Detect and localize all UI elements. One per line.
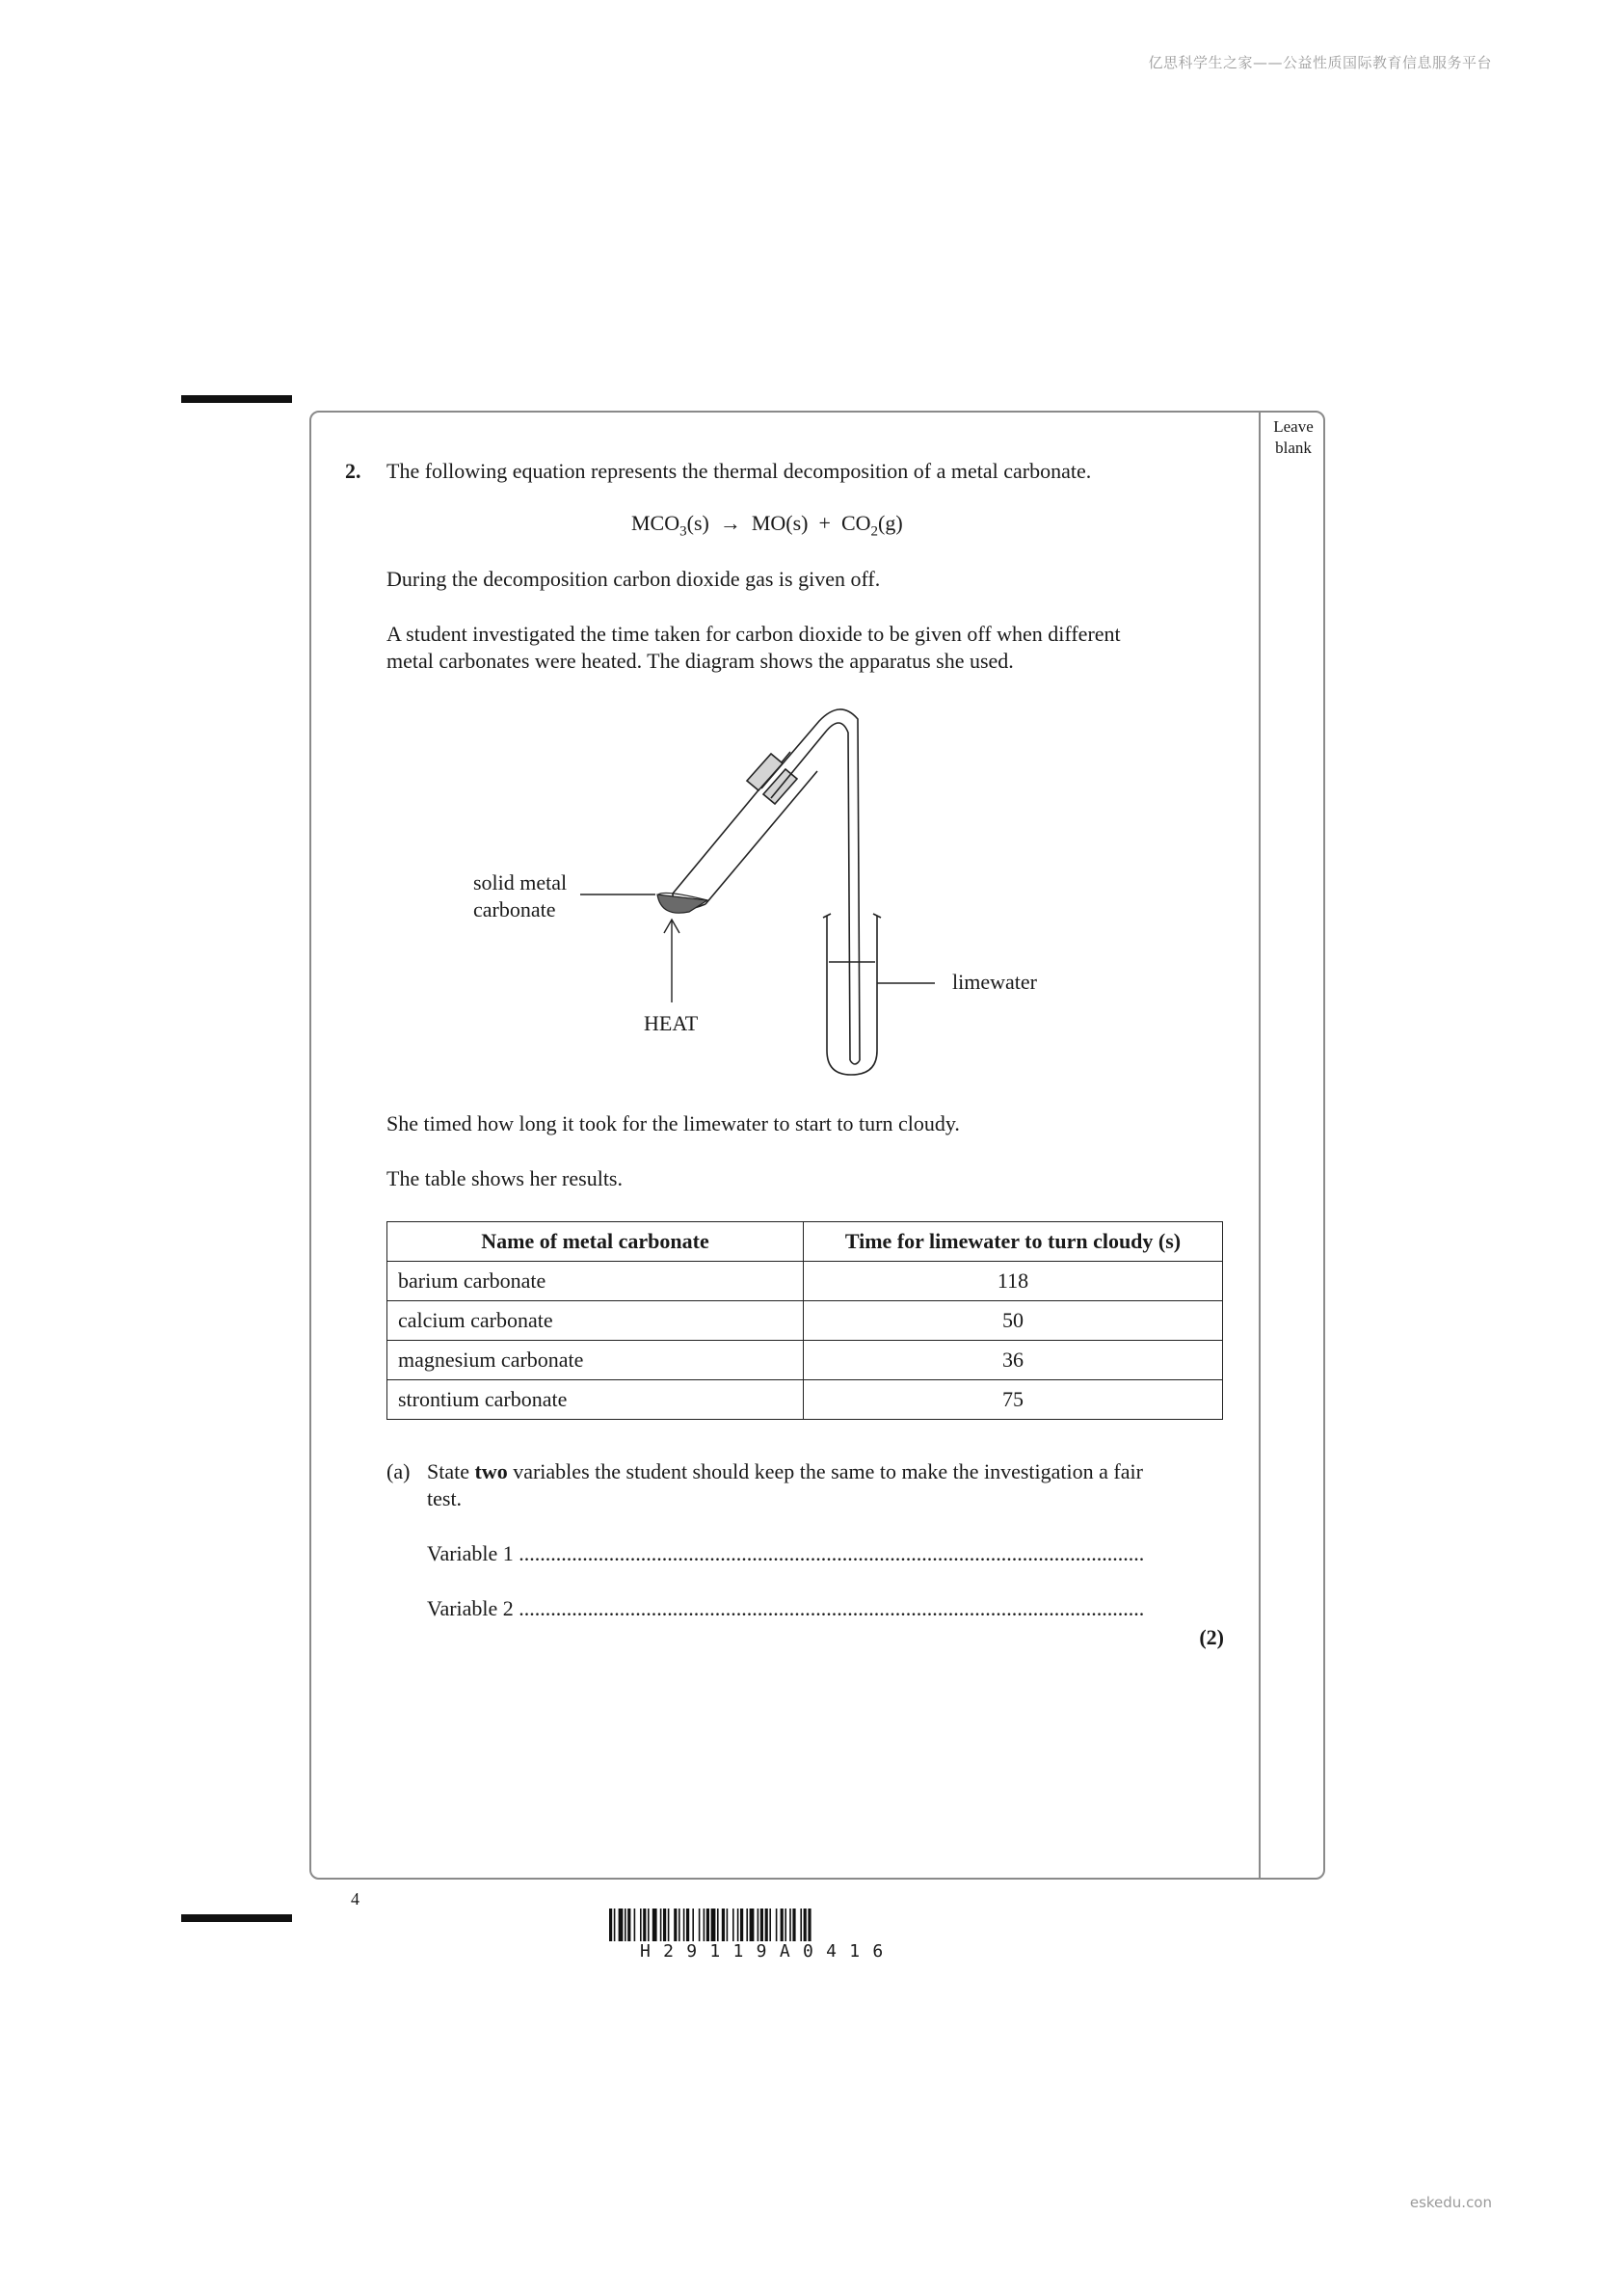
paragraph-investigation-line-1: A student investigated the time taken for carbon dioxide to be given off when different — [386, 622, 1121, 646]
solid-carbonate — [657, 894, 707, 913]
part-a-text-before: State — [427, 1459, 475, 1483]
limewater-test-tube — [823, 914, 881, 1075]
marks-indicator: (2) — [1199, 1625, 1224, 1649]
part-a-text-bold: two — [474, 1459, 508, 1483]
product-2-state: (g) — [878, 511, 903, 535]
barcode-bar — [711, 1909, 716, 1941]
reactant-state: (s) — [686, 511, 709, 535]
barcode-bar — [808, 1909, 811, 1941]
cell-carbonate-name: strontium carbonate — [387, 1380, 804, 1420]
part-a-line-2: test. — [427, 1486, 463, 1510]
label-solid-line-2: carbonate — [473, 897, 556, 921]
barcode-bar — [640, 1909, 642, 1941]
plus-sign: + — [818, 511, 831, 535]
paragraph-decomposition: During the decomposition carbon dioxide gas is given off. — [386, 567, 881, 591]
chemical-equation — [631, 511, 903, 540]
cell-time: 75 — [804, 1380, 1223, 1420]
cell-carbonate-name: calcium carbonate — [387, 1301, 804, 1341]
barcode-bar — [674, 1909, 677, 1941]
barcode-bar — [758, 1909, 759, 1941]
barcode-bar — [704, 1909, 705, 1941]
barcode-bar — [625, 1909, 626, 1941]
table-row — [387, 1341, 1223, 1380]
heat-arrow — [664, 920, 679, 1002]
table-row — [387, 1380, 1223, 1420]
margin-bar-bottom — [181, 1914, 292, 1922]
barcode-bar — [652, 1909, 657, 1941]
cell-time: 118 — [804, 1262, 1223, 1301]
part-a-line-1 — [427, 1458, 1225, 1485]
test-tube — [673, 752, 817, 909]
barcode-bar — [732, 1909, 734, 1941]
watermark-top: 亿思科学生之家——公益性质国际教育信息服务平台 — [1148, 54, 1492, 71]
reaction-arrow: → — [719, 511, 741, 535]
header-metal-carbonate: Name of metal carbonate — [387, 1222, 804, 1262]
part-a-label: (a) — [386, 1459, 411, 1483]
barcode-bar — [717, 1909, 719, 1941]
variable-2-answer-line[interactable]: Variable 2 ...................................................................................................................... — [427, 1596, 1145, 1620]
table-row — [387, 1262, 1223, 1301]
label-heat: HEAT — [644, 1011, 699, 1035]
product-1-state: (s) — [785, 511, 809, 535]
barcode-bar — [699, 1909, 701, 1941]
label-limewater: limewater — [952, 970, 1037, 994]
reactant-formula: MCO — [631, 511, 680, 535]
leave-text: Leave — [1273, 417, 1314, 436]
product-2-subscript: 2 — [870, 523, 878, 540]
barcode-bar — [740, 1909, 743, 1941]
cell-time: 36 — [804, 1341, 1223, 1380]
blank-text: blank — [1275, 439, 1312, 457]
paragraph-table-intro: The table shows her results. — [386, 1166, 623, 1190]
barcode-bar — [627, 1909, 630, 1941]
barcode-text: H29119A0416 — [640, 1941, 896, 1962]
reactant-subscript: 3 — [679, 523, 687, 540]
barcode-bar — [668, 1909, 670, 1941]
leave-blank-column-divider — [1259, 413, 1261, 1878]
barcode-bar — [792, 1909, 795, 1941]
barcode-bar — [686, 1909, 689, 1941]
margin-bar-top — [181, 395, 292, 403]
label-solid-metal-carbonate — [473, 869, 567, 923]
paragraph-investigation — [386, 621, 1225, 675]
barcode-bar — [781, 1909, 784, 1941]
variable-1-answer-line[interactable]: Variable 1 ...................................................................................................................... — [427, 1541, 1145, 1565]
barcode-graphic — [607, 1909, 1031, 1941]
barcode-bar — [789, 1909, 791, 1941]
product-2-formula: CO — [840, 511, 871, 535]
barcode-bar — [750, 1909, 755, 1941]
results-table — [386, 1221, 1223, 1420]
cell-carbonate-name: magnesium carbonate — [387, 1341, 804, 1380]
part-a-question — [427, 1458, 1225, 1512]
part-a-text-after: variables the student should keep the same to make the investigation a fair — [507, 1459, 1143, 1483]
barcode-bar — [800, 1909, 802, 1941]
barcode-bar — [692, 1909, 694, 1941]
question-intro: The following equation represents the thermal decomposition of a metal carbonate. — [386, 459, 1092, 483]
barcode-bar — [663, 1909, 666, 1941]
barcode-bar — [776, 1909, 778, 1941]
barcode-bar — [760, 1909, 763, 1941]
header-time: Time for limewater to turn cloudy (s) — [804, 1222, 1223, 1262]
table-row — [387, 1301, 1223, 1341]
barcode-bar — [737, 1909, 739, 1941]
paragraph-timing: She timed how long it took for the limewater to start to turn cloudy. — [386, 1111, 960, 1135]
barcode-bar — [683, 1909, 685, 1941]
barcode-bar — [609, 1909, 612, 1941]
table-header-row — [387, 1222, 1223, 1262]
barcode-bar — [746, 1909, 748, 1941]
leave-blank-label — [1263, 416, 1324, 459]
barcode-bar — [706, 1909, 709, 1941]
barcode-bar — [769, 1909, 771, 1941]
barcode-bar — [648, 1909, 650, 1941]
product-1-formula: MO — [751, 511, 786, 535]
label-solid-line-1: solid metal — [473, 870, 568, 894]
barcode-bar — [785, 1909, 786, 1941]
barcode-bar — [634, 1909, 636, 1941]
barcode-bar — [660, 1909, 662, 1941]
barcode-bar — [765, 1909, 768, 1941]
question-number: 2. — [345, 459, 361, 483]
page-number: 4 — [351, 1889, 359, 1909]
barcode-bar — [678, 1909, 680, 1941]
barcode-bar — [727, 1909, 729, 1941]
cell-time: 50 — [804, 1301, 1223, 1341]
barcode-bar — [619, 1909, 624, 1941]
barcode-bar — [614, 1909, 616, 1941]
paragraph-investigation-line-2: metal carbonates were heated. The diagram shows the apparatus she used. — [386, 649, 1014, 673]
cell-carbonate-name: barium carbonate — [387, 1262, 804, 1301]
barcode-bar — [804, 1909, 807, 1941]
barcode-bar — [722, 1909, 725, 1941]
barcode-bar — [643, 1909, 646, 1941]
watermark-bottom: eskedu.con — [1409, 2194, 1492, 2211]
